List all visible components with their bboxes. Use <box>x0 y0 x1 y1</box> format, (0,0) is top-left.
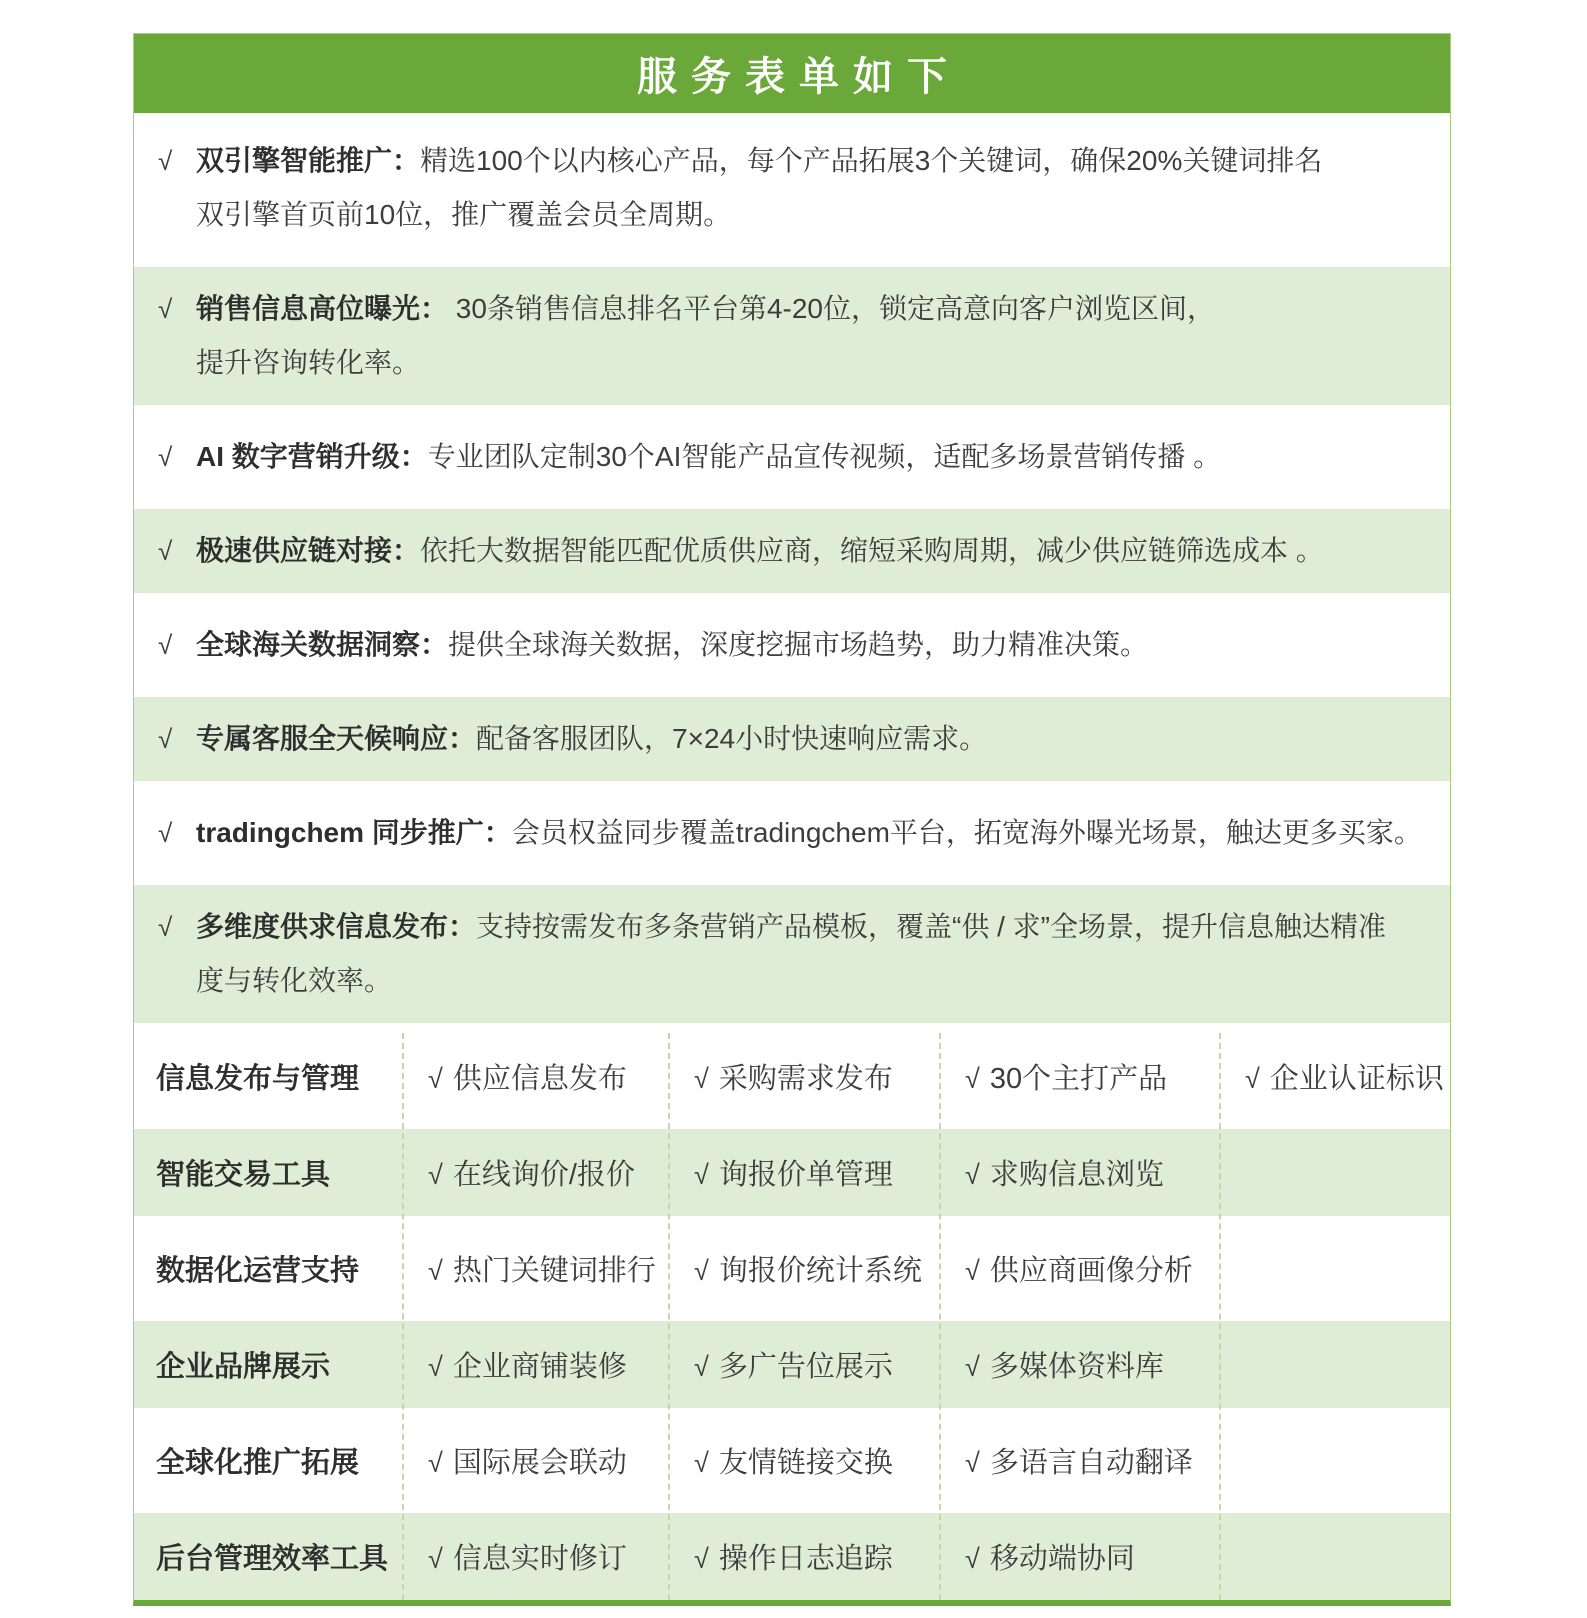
check-icon: √ <box>428 1544 443 1574</box>
check-icon: √ <box>965 1352 980 1382</box>
check-icon: √ <box>158 442 173 472</box>
table-cell <box>939 1536 1219 1577</box>
service-item <box>134 267 1450 405</box>
table-cell <box>939 1344 1219 1385</box>
table-cell <box>402 1536 668 1577</box>
cell-label: 热门关键词排行 <box>452 1255 656 1287</box>
check-icon: √ <box>158 294 173 324</box>
check-icon: √ <box>694 1160 709 1190</box>
check-icon: √ <box>694 1544 709 1574</box>
service-item-text <box>196 430 1426 484</box>
table-row <box>134 1321 1450 1408</box>
table-cell <box>1219 1444 1450 1477</box>
row-category: 全球化推广拓展 <box>156 1447 360 1479</box>
column-divider <box>402 1033 404 1600</box>
check-icon: √ <box>158 146 173 176</box>
table-cell <box>1219 1348 1450 1381</box>
cell-label: 信息实时修订 <box>452 1543 627 1575</box>
check-icon: √ <box>158 536 173 566</box>
service-item-title: 多维度供求信息发布： <box>196 911 477 942</box>
table-cell <box>1219 1252 1450 1285</box>
cell-label: 多广告位展示 <box>718 1351 893 1383</box>
service-item-title: 双引擎智能推广： <box>196 145 421 176</box>
check-icon: √ <box>158 818 173 848</box>
check-icon: √ <box>158 724 173 754</box>
service-item-desc-line2: 提升咨询转化率。 <box>196 347 421 378</box>
check-icon: √ <box>965 1064 980 1094</box>
service-item-desc: 提供全球海关数据，深度挖掘市场趋势，助力精准决策。 <box>448 629 1149 660</box>
table-cell <box>402 1056 668 1097</box>
check-icon: √ <box>1245 1064 1260 1094</box>
service-item-desc-line2: 度与转化效率。 <box>196 965 393 996</box>
service-item <box>134 509 1450 593</box>
check-icon: √ <box>694 1448 709 1478</box>
table-cell <box>1219 1156 1450 1189</box>
row-category: 智能交易工具 <box>156 1159 331 1191</box>
table-row <box>134 1129 1450 1216</box>
column-divider <box>939 1033 941 1600</box>
cell-label: 多语言自动翻译 <box>989 1447 1193 1479</box>
row-category: 数据化运营支持 <box>156 1255 360 1287</box>
service-item-title: 专属客服全天候响应： <box>196 723 477 754</box>
service-item-text <box>196 134 1426 242</box>
table-row <box>134 1225 1450 1312</box>
table-cell <box>939 1248 1219 1289</box>
check-icon: √ <box>694 1352 709 1382</box>
table-cell <box>1219 1540 1450 1573</box>
service-item <box>134 603 1450 687</box>
check-icon: √ <box>158 630 173 660</box>
check-icon: √ <box>694 1256 709 1286</box>
cell-label: 供应商画像分析 <box>989 1255 1193 1287</box>
service-item-title: 销售信息高位曝光： <box>196 293 449 324</box>
table-cell <box>402 1248 668 1289</box>
check-icon: √ <box>965 1160 980 1190</box>
cell-label: 供应信息发布 <box>452 1063 627 1095</box>
service-item-desc-line2: 双引擎首页前10位，推广覆盖会员全周期。 <box>196 199 732 230</box>
check-icon: √ <box>694 1064 709 1094</box>
cell-label: 采购需求发布 <box>718 1063 893 1095</box>
table-cell <box>668 1536 939 1577</box>
check-icon: √ <box>158 912 173 942</box>
service-item-desc: 精选100个以内核心产品，每个产品拓展3个关键词，确保20%关键词排名 <box>420 145 1323 176</box>
row-category: 企业品牌展示 <box>156 1351 331 1383</box>
service-item-text <box>196 282 1426 390</box>
table-cell <box>402 1344 668 1385</box>
service-item-title: AI 数字营销升级： <box>196 441 428 472</box>
cell-label: 30个主打产品 <box>989 1063 1168 1095</box>
table-cell <box>668 1248 939 1289</box>
service-item-text <box>196 806 1426 860</box>
service-item-title: 全球海关数据洞察： <box>196 629 449 660</box>
service-sheet <box>133 33 1451 1606</box>
table-cell <box>1219 1056 1450 1097</box>
sheet-header <box>134 34 1450 113</box>
cell-label: 多媒体资料库 <box>989 1351 1164 1383</box>
table-row <box>134 1033 1450 1120</box>
cell-label: 询报价单管理 <box>718 1159 893 1191</box>
service-item-desc: 30条销售信息排名平台第4-20位，锁定高意向客户浏览区间， <box>448 293 1215 324</box>
row-category: 后台管理效率工具 <box>156 1543 389 1575</box>
table-cell <box>402 1440 668 1481</box>
service-item-desc: 支持按需发布多条营销产品模板，覆盖“供 / 求”全场景，提升信息触达精准 <box>476 911 1387 942</box>
cell-label: 在线询价/报价 <box>452 1159 635 1191</box>
service-item <box>134 791 1450 875</box>
column-divider <box>668 1033 670 1600</box>
service-item-title: 极速供应链对接： <box>196 535 421 566</box>
table-cell <box>668 1152 939 1193</box>
sheet-title: 服务表单如下 <box>637 55 961 99</box>
check-icon: √ <box>428 1352 443 1382</box>
service-item-text <box>196 524 1426 578</box>
check-icon: √ <box>428 1064 443 1094</box>
service-item <box>134 119 1450 257</box>
cell-label: 友情链接交换 <box>718 1447 893 1479</box>
service-item-desc: 配备客服团队，7×24小时快速响应需求。 <box>476 723 988 754</box>
column-divider <box>1219 1033 1221 1600</box>
table-cell <box>939 1440 1219 1481</box>
check-icon: √ <box>965 1448 980 1478</box>
service-item <box>134 415 1450 499</box>
service-item <box>134 885 1450 1023</box>
cell-label: 操作日志追踪 <box>718 1543 893 1575</box>
cell-label: 国际展会联动 <box>452 1447 627 1479</box>
table-cell <box>939 1152 1219 1193</box>
cell-label: 企业商铺装修 <box>452 1351 627 1383</box>
service-item <box>134 697 1450 781</box>
check-icon: √ <box>965 1544 980 1574</box>
table-row <box>134 1417 1450 1504</box>
table-cell <box>668 1440 939 1481</box>
cell-label: 移动端协同 <box>989 1543 1135 1575</box>
table-cell <box>668 1056 939 1097</box>
service-item-text <box>196 618 1426 672</box>
cell-label: 求购信息浏览 <box>989 1159 1164 1191</box>
table-row <box>134 1513 1450 1600</box>
row-category: 信息发布与管理 <box>156 1063 360 1095</box>
cell-label: 询报价统计系统 <box>718 1255 922 1287</box>
check-icon: √ <box>428 1256 443 1286</box>
service-item-desc: 依托大数据智能匹配优质供应商，缩短采购周期，减少供应链筛选成本 。 <box>420 535 1324 566</box>
check-icon: √ <box>428 1448 443 1478</box>
table-cell <box>668 1344 939 1385</box>
service-item-desc: 会员权益同步覆盖tradingchem平台，拓宽海外曝光场景，触达更多买家。 <box>511 817 1422 848</box>
cell-label: 企业认证标识 <box>1269 1063 1444 1095</box>
service-list <box>134 113 1450 1023</box>
benefits-table <box>134 1033 1450 1600</box>
check-icon: √ <box>965 1256 980 1286</box>
table-cell <box>402 1152 668 1193</box>
service-item-desc: 专业团队定制30个AI智能产品宣传视频，适配多场景营销传播 。 <box>427 441 1222 472</box>
check-icon: √ <box>428 1160 443 1190</box>
service-item-text <box>196 900 1426 1008</box>
table-cell <box>939 1056 1219 1097</box>
service-item-text <box>196 712 1426 766</box>
service-item-title: tradingchem 同步推广： <box>196 817 512 848</box>
